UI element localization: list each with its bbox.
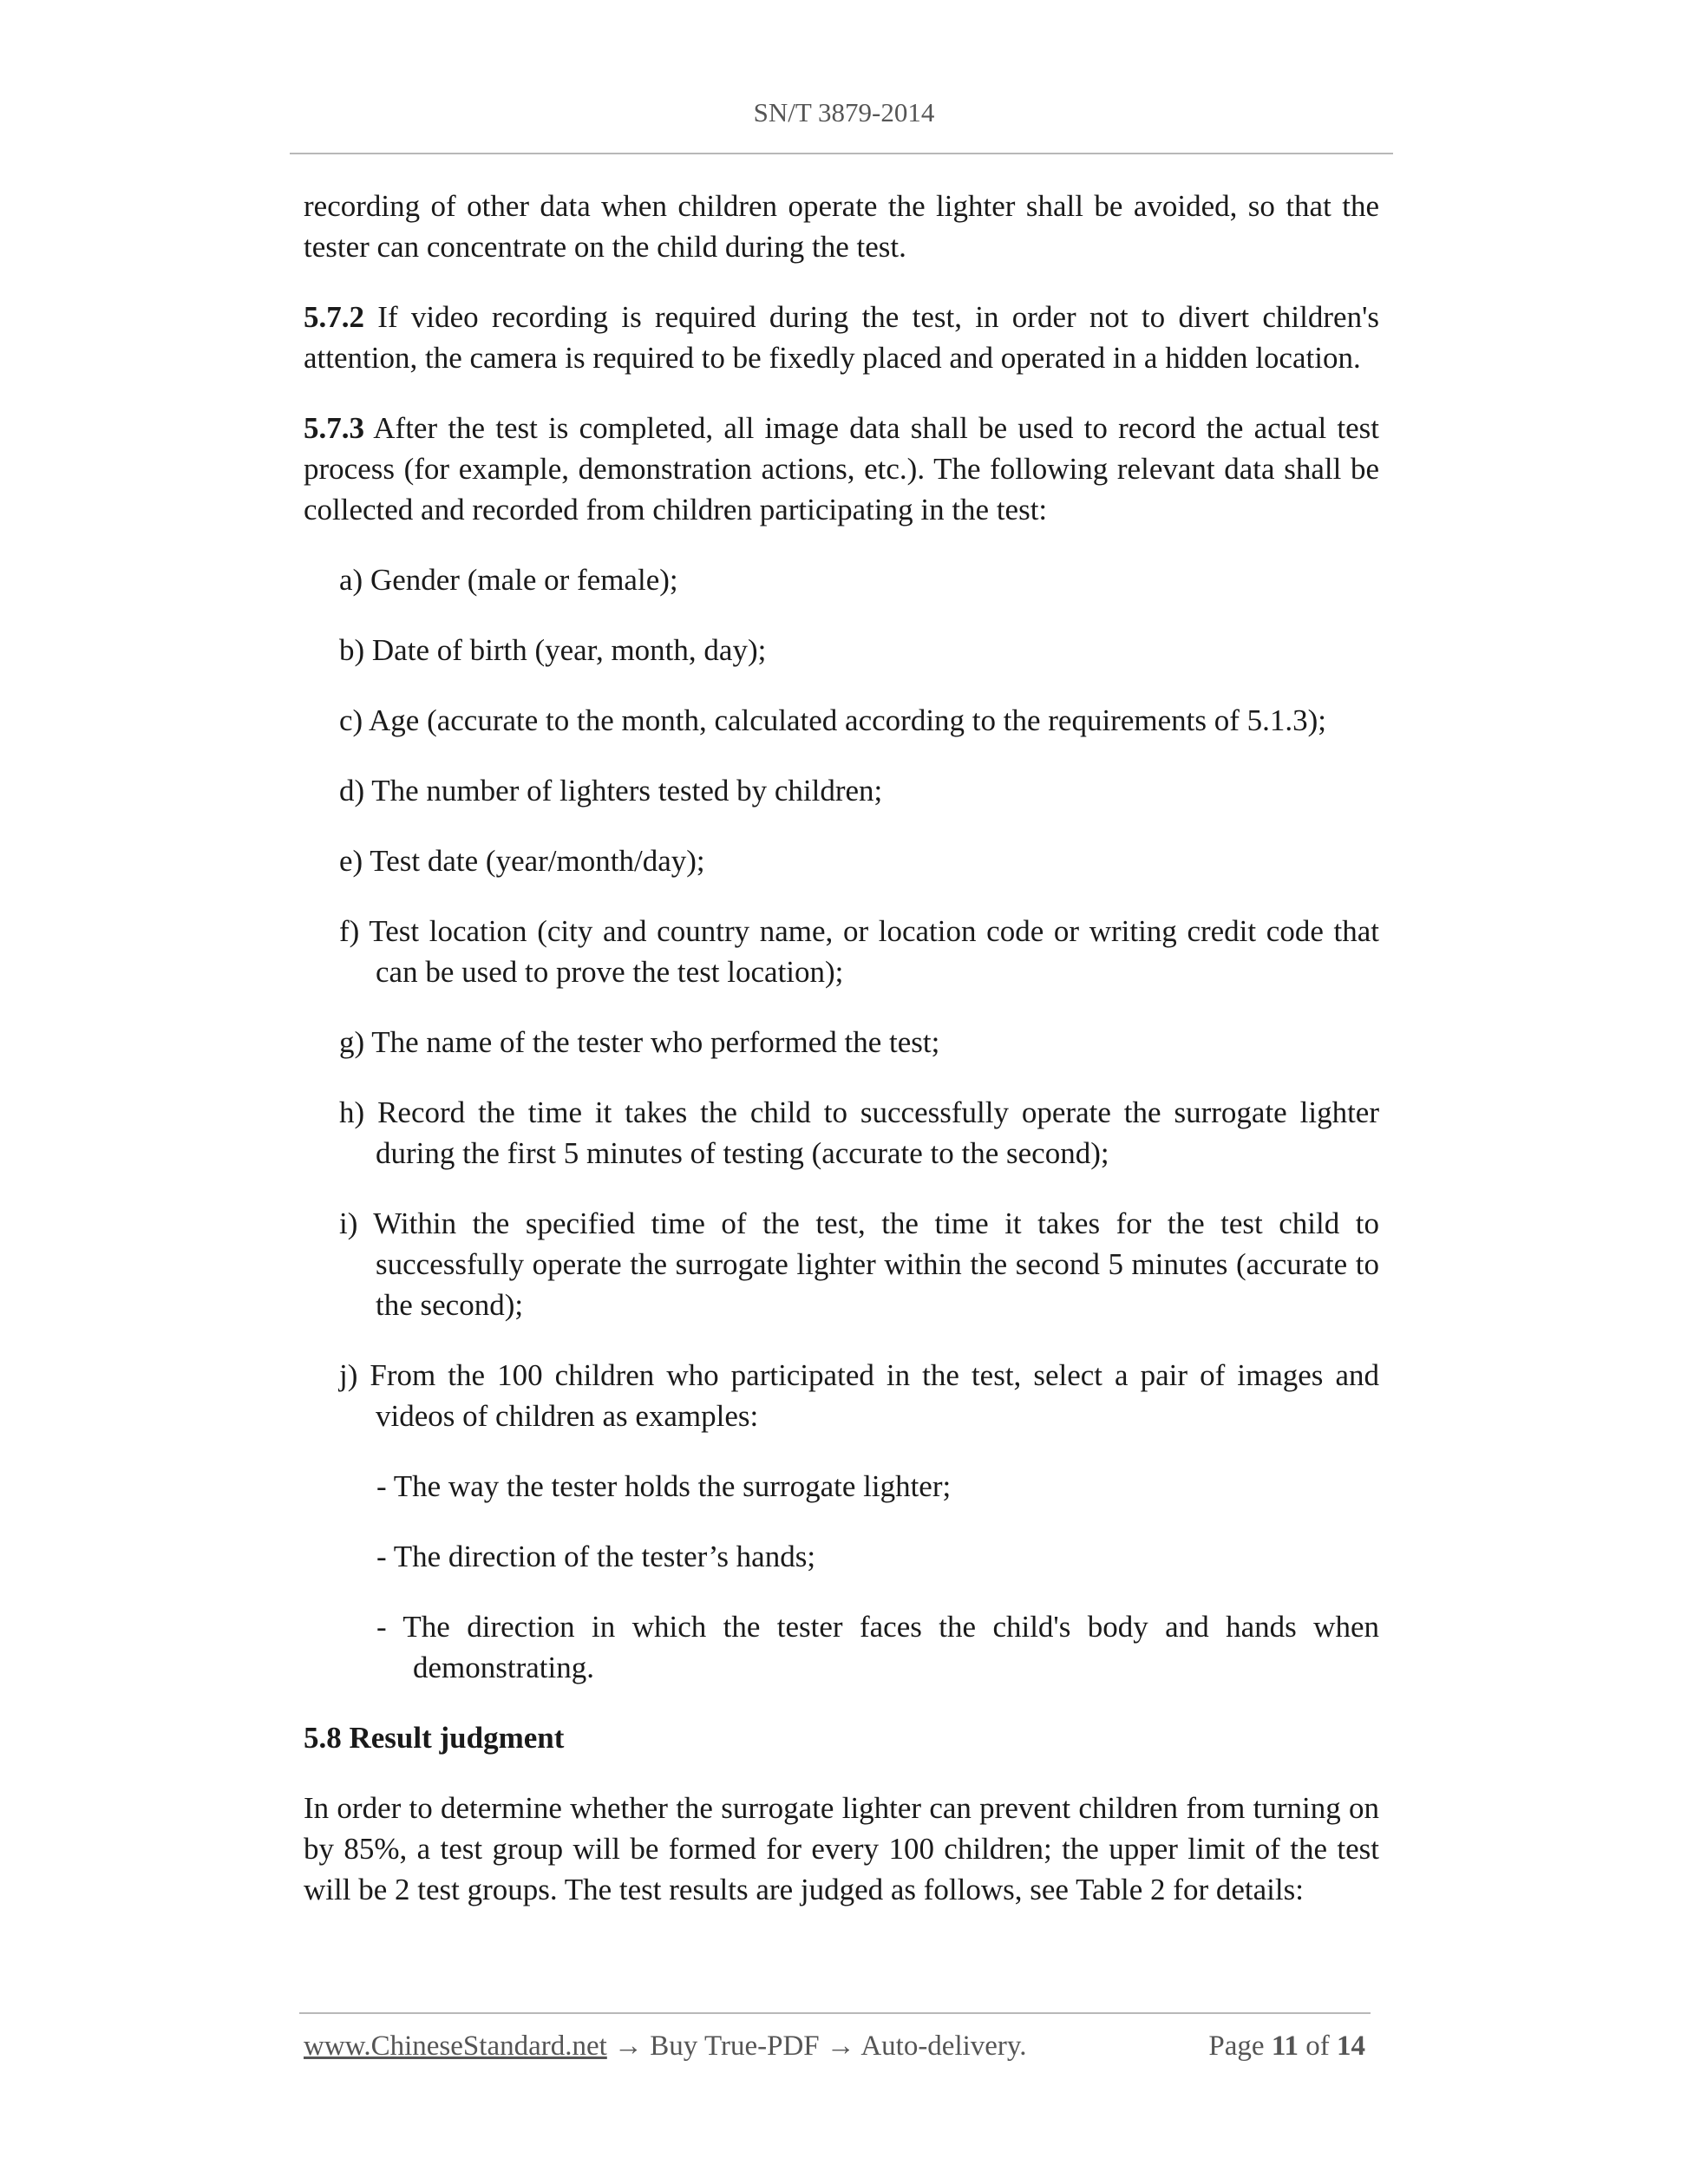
list-item: g) The name of the tester who performed the test; — [339, 1025, 940, 1059]
clause-number: 5.7.3 — [304, 411, 364, 445]
list-item: j) From the 100 children who participated in the test, select a pair of images and videos of children as examples: — [339, 1358, 1379, 1433]
clause-5-7-3 — [304, 408, 1379, 530]
header-divider — [290, 153, 1393, 154]
clause-5-7-2 — [304, 297, 1379, 378]
document-code: SN/T 3879-2014 — [753, 97, 935, 128]
sub-list-item: - The direction in which the tester faces the child's body and hands when demonstrating. — [376, 1610, 1379, 1684]
list-item: d) The number of lighters tested by children; — [339, 774, 883, 808]
document-body — [304, 186, 1379, 1939]
list-item: e) Test date (year/month/day); — [339, 844, 705, 878]
section-5-8-paragraph: In order to determine whether the surrogate lighter can prevent children from turning on by 85%, a test group will be formed for every 100 children; the upper limit of the test will be 2 test groups. The test results are judged as follows, see Table 2 for details: — [304, 1791, 1379, 1906]
footer-divider — [299, 2012, 1371, 2014]
list-item: c) Age (accurate to the month, calculated according to the requirements of 5.1.3); — [339, 703, 1327, 737]
sub-list-item: - The direction of the tester’s hands; — [376, 1540, 816, 1573]
list-item: f) Test location (city and country name, or location code or writing credit code that can be used to prove the test location); — [339, 914, 1379, 989]
list-item: h) Record the time it takes the child to successfully operate the surrogate lighter during the first 5 minutes of testing (accurate to the second); — [339, 1095, 1379, 1170]
page-indicator — [1208, 2030, 1365, 2063]
list-item: a) Gender (male or female); — [339, 563, 678, 597]
section-heading-5-8: 5.8 Result judgment — [304, 1721, 565, 1755]
footer-links — [304, 2030, 1027, 2063]
clause-number: 5.7.2 — [304, 300, 364, 334]
page-total: 14 — [1337, 2030, 1365, 2062]
delivery-text: Auto-delivery. — [860, 2030, 1027, 2062]
list-item: i) Within the specified time of the test, the time it takes for the test child to successfully operate the surrogate lighter within the second 5 minutes (accurate to the second); — [339, 1206, 1379, 1322]
sub-list-item: - The way the tester holds the surrogate lighter; — [376, 1469, 952, 1503]
page-label: Page — [1208, 2030, 1272, 2062]
of-label: of — [1299, 2030, 1337, 2062]
page-number: 11 — [1271, 2030, 1299, 2062]
website-link[interactable]: www.ChineseStandard.net — [304, 2030, 607, 2062]
data-items-list — [304, 559, 1379, 1436]
arrow-icon: → — [819, 2030, 861, 2062]
example-subitems-list — [304, 1466, 1379, 1688]
clause-text: After the test is completed, all image data shall be used to record the actual test process (for example, demonstration actions, etc.). The following relevant data shall be collected and recorded from children participating in the test: — [304, 411, 1379, 526]
list-item: b) Date of birth (year, month, day); — [339, 633, 767, 667]
buy-pdf-text: Buy True-PDF — [650, 2030, 820, 2062]
clause-text: If video recording is required during the test, in order not to divert children's attention, the camera is required to be fixedly placed and operated in a hidden location. — [304, 300, 1379, 375]
arrow-icon: → — [606, 2030, 651, 2062]
intro-paragraph: recording of other data when children operate the lighter shall be avoided, so that the tester can concentrate on the child during the test. — [304, 189, 1379, 264]
